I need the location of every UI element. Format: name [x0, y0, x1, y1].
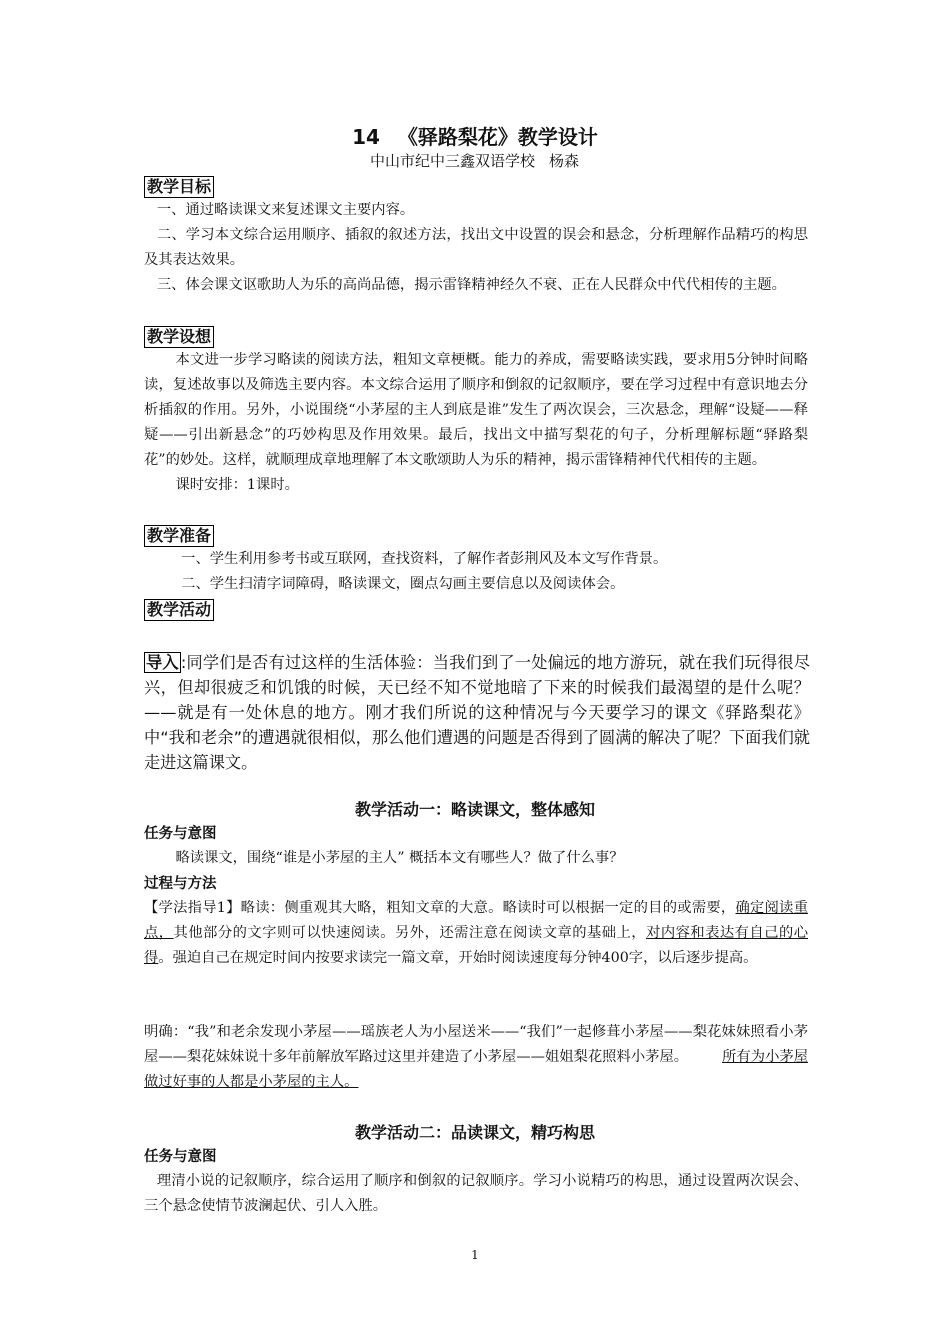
activity1-title: 教学活动一：略读课文，整体感知	[354, 800, 595, 819]
intro-text: :同学们是否有过这样的生活体验：当我们到了一处偏远的地方游玩，就在我们玩得很尽兴，但却很疲乏和饥饿的时候，天已经不知不觉地暗了下来的时候我们最渴望的是什么呢？——就是有一处休息的地方。刚才我们所说的这种情况与今天要学习的课文《驿路梨花》中“我和老余”的遭遇就很相似，那么他们遭遇的问题是否得到了圆满的解决了呢？下面我们就走进这篇课文。	[144, 653, 810, 772]
guide-text-a: 【学法指导1】略读：侧重观其大略，粗知文章的大意。略读时可以根据一定的目的或需要，	[144, 900, 736, 916]
activity2-task-text: 理清小说的记叙顺序，综合运用了顺序和倒叙的记叙顺序。学习小说精巧的构思，通过设置两次误会、三个悬念使情节波澜起伏、引人入胜。	[144, 1173, 808, 1214]
goal-item-1: 一、通过略读课文来复述课文主要内容。	[156, 202, 415, 218]
activity2-title: 教学活动二：品读课文，精巧构思	[354, 1123, 595, 1142]
prep-list	[144, 547, 808, 597]
prep-heading: 教学准备	[144, 525, 214, 547]
activity1-task-label: 任务与意图	[144, 826, 217, 842]
design-section	[144, 348, 808, 498]
activity2-task-label: 任务与意图	[144, 1149, 217, 1165]
activity1-guide	[144, 896, 808, 971]
prep-item-1: 一、学生利用参考书或互联网，查找资料，了解作者彭荆风及本文写作背景。	[181, 551, 668, 567]
goal-item-3: 三、体会课文讴歌助人为乐的高尚品德，揭示雷锋精神经久不衰、正在人民群众中代代相传的主题。	[156, 277, 786, 293]
guide-underline-2: 对内容和表达有自己的心得	[144, 925, 809, 966]
activity1-process-label: 过程与方法	[144, 876, 217, 892]
guide-text-b: 其他部分的文字则可以快速阅读。另外，还需注意在阅读文章的基础上，	[173, 925, 647, 941]
author-name: 杨森	[549, 152, 580, 170]
design-body: 本文进一步学习略读的阅读方法，粗知文章梗概。能力的养成，需要略读实践，要求用5分钟时间略读，复述故事以及筛选主要内容。本文综合运用了顺序和倒叙的记叙顺序，要在学习过程中有意识地去分析插叙的作用。另外，小说围绕“小茅屋的主人到底是谁”发生了两次误会，三次悬念，理解“设疑——释疑——引出新悬念”的巧妙构思及作用效果。最后，找出文中描写梨花的句子，分析理解标题“驿路梨花”的妙处。这样，就顺理成章地理解了本文歌颂助人为乐的精神，揭示雷锋精神代代相传的主题。	[144, 352, 808, 468]
lesson-title: 《驿路梨花》教学设计	[397, 125, 598, 149]
clarify-paragraph	[144, 1020, 808, 1095]
activity1-clarify	[144, 1020, 808, 1095]
guide-underline-1: 确定阅读重点，	[144, 900, 809, 941]
goals-list	[144, 198, 808, 298]
prep-item-2: 二、学生扫清字词障碍，略读课文，圈点勾画主要信息以及阅读体会。	[181, 576, 625, 592]
activity1-task-text: 略读课文，围绕“谁是小茅屋的主人” 概括本文有哪些人？做了什么事？	[175, 850, 624, 866]
author-school: 中山市纪中三鑫双语学校	[370, 152, 536, 170]
design-heading: 教学设想	[144, 326, 214, 348]
activity2-task	[144, 1169, 808, 1219]
intro-paragraph	[144, 650, 810, 775]
study-guide-paragraph	[144, 896, 808, 971]
intro-tag: 导入	[146, 653, 179, 672]
schedule-line: 课时安排：1课时。	[175, 477, 299, 493]
goals-heading: 教学目标	[144, 176, 214, 198]
clarify-underline: 所有为小茅屋做过好事的人都是小茅屋的主人。	[144, 1049, 809, 1090]
activities-heading: 教学活动	[144, 599, 214, 621]
lesson-number: 14	[352, 125, 380, 149]
guide-text-c: 。强迫自己在规定时间内按要求读完一篇文章，开始时阅读速度每分钟400字，以后逐步提高。	[158, 950, 758, 966]
clarify-text: 明确：“我”和老余发现小茅屋——瑶族老人为小屋送米——“我们”一起修葺小茅屋——梨花妹妹照看小茅屋——梨花妹妹说十多年前解放军路过这里并建造了小茅屋——姐姐梨花照料小茅屋。	[144, 1024, 808, 1065]
author-line	[370, 150, 579, 172]
activity1-task	[144, 846, 808, 871]
document-title	[0, 124, 950, 150]
goal-item-2: 二、学习本文综合运用顺序、插叙的叙述方法，找出文中设置的误会和悬念，分析理解作品精巧的构思及其表达效果。	[144, 227, 808, 268]
page-number: 1	[471, 1248, 479, 1262]
